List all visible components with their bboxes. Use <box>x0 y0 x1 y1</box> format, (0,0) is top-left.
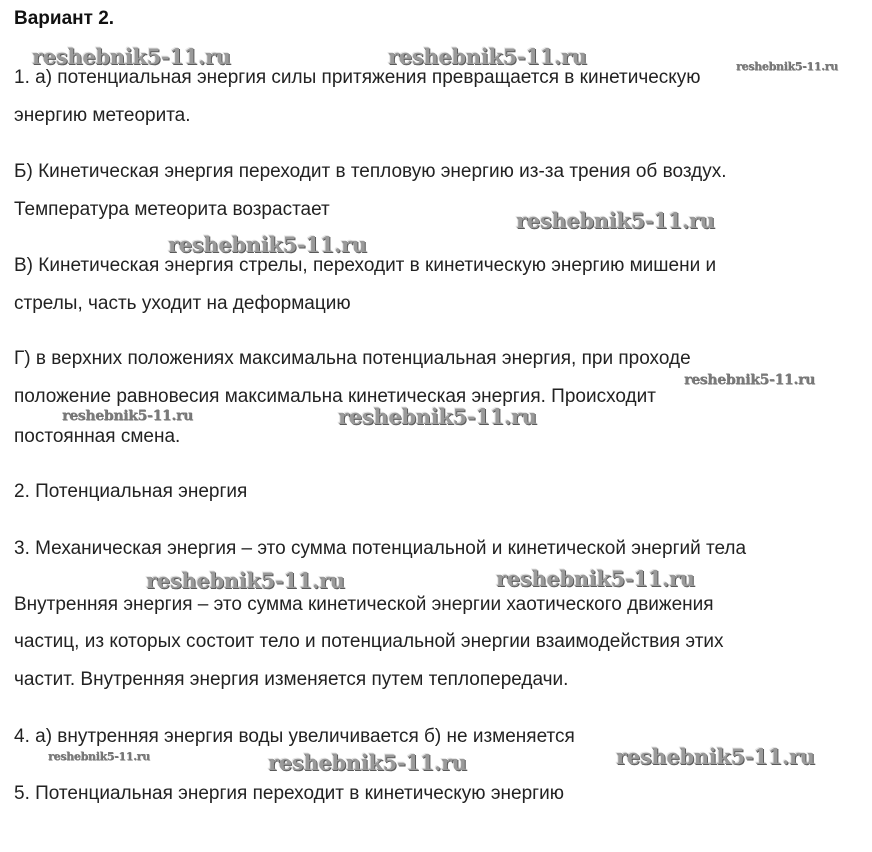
watermark: reshebnik5-11.ru <box>388 44 587 69</box>
text-line-14: частит. Внутренняя энергия изменяется путем теплопередачи. <box>14 669 569 690</box>
text-line-6: стрелы, часть уходит на деформацию <box>14 293 351 314</box>
text-line-5: В) Кинетическая энергия стрелы, переходит в кинетическую энергию мишени и <box>14 255 717 276</box>
watermark: reshebnik5-11.ru <box>62 408 193 424</box>
watermark: reshebnik5-11.ru <box>32 44 231 69</box>
watermark: reshebnik5-11.ru <box>616 744 815 769</box>
watermark: reshebnik5-11.ru <box>496 566 695 591</box>
text-line-7: Г) в верхних положениях максимальна потенциальная энергия, при проходе <box>14 348 691 369</box>
watermark: reshebnik5-11.ru <box>48 750 150 763</box>
watermark: reshebnik5-11.ru <box>684 372 815 388</box>
watermark: reshebnik5-11.ru <box>516 208 715 233</box>
text-line-13: частиц, из которых состоит тело и потенциальной энергии взаимодействия этих <box>14 631 724 652</box>
text-line-3: Б) Кинетическая энергия переходит в тепловую энергию из-за трения об воздух. <box>14 161 727 182</box>
text-line-4: Температура метеорита возрастает <box>14 199 330 220</box>
text-line-11: 3. Механическая энергия – это сумма потенциальной и кинетической энергий тела <box>14 538 747 559</box>
text-line-8: положение равновесия максимальна кинетическая энергия. Происходит <box>14 386 656 407</box>
watermark: reshebnik5-11.ru <box>146 568 345 593</box>
watermark: reshebnik5-11.ru <box>168 232 367 257</box>
text-line-12: Внутренняя энергия – это сумма кинетической энергии хаотического движения <box>14 594 714 615</box>
text-line-2: энергию метеорита. <box>14 105 191 126</box>
text-line-16: 5. Потенциальная энергия переходит в кинетическую энергию <box>14 783 564 804</box>
text-line-1: 1. а) потенциальная энергия силы притяжения превращается в кинетическую <box>14 67 701 88</box>
watermark: reshebnik5-11.ru <box>338 404 537 429</box>
page-title: Вариант 2. <box>14 8 115 29</box>
watermark: reshebnik5-11.ru <box>736 60 838 73</box>
text-line-10: 2. Потенциальная энергия <box>14 481 248 502</box>
watermark: reshebnik5-11.ru <box>268 750 467 775</box>
text-line-9: постоянная смена. <box>14 426 181 447</box>
text-line-15: 4. а) внутренняя энергия воды увеличивается б) не изменяется <box>14 726 575 747</box>
